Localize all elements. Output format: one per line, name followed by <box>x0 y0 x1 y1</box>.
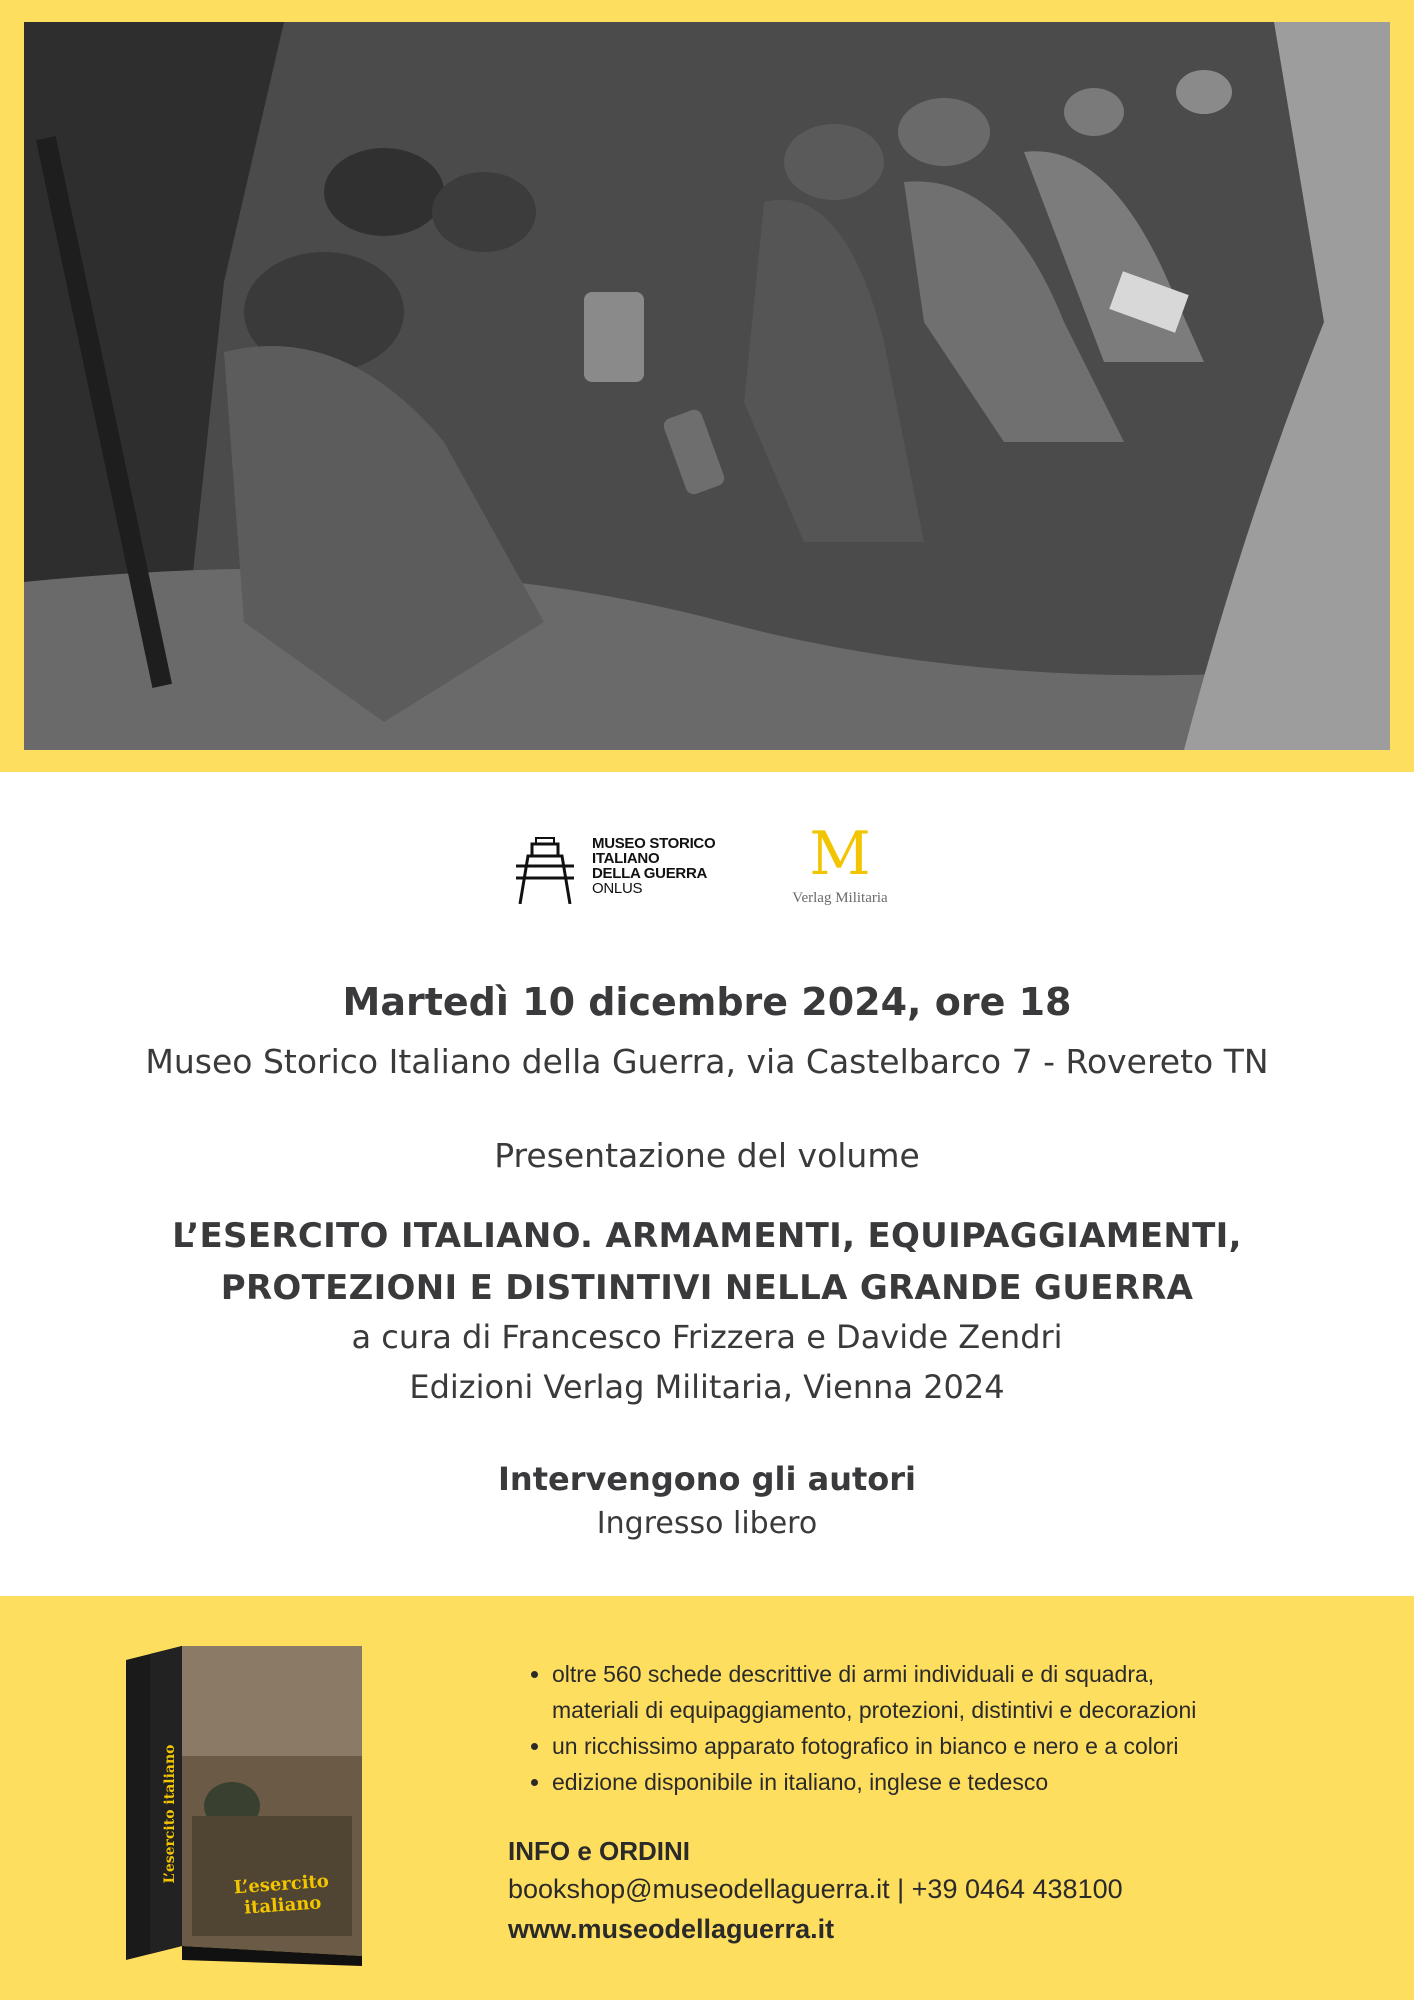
speakers-note: Intervengono gli autori <box>498 1460 916 1498</box>
verlag-name: Verlag Militaria <box>792 890 888 906</box>
feature-item: • un ricchissimo apparato fotografico in bianco e nero e a colori <box>552 1728 1332 1764</box>
museo-logo-line1: MUSEO STORICO <box>592 835 716 852</box>
event-date: Martedì 10 dicembre 2024, ore 18 <box>342 980 1072 1024</box>
book-cover-title: L’esercito italiano <box>233 1870 330 1919</box>
book-title-line1: L’ESERCITO ITALIANO. ARMAMENTI, EQUIPAGGIAMENTI, <box>172 1216 1242 1256</box>
museo-logo-line3: DELLA GUERRA <box>592 865 708 882</box>
photo-illustration <box>24 22 1390 750</box>
trench-soldiers-photo <box>24 22 1390 750</box>
museo-tower-icon <box>510 834 590 904</box>
entry-note: Ingresso libero <box>596 1506 818 1541</box>
top-yellow-band <box>0 0 1414 772</box>
book-title-line2: PROTEZIONI E DISTINTIVI NELLA GRANDE GUERRA <box>220 1268 1194 1308</box>
logos-row <box>0 820 1414 920</box>
book-curators: a cura di Francesco Frizzera e Davide Zendri <box>351 1318 1063 1356</box>
presentation-label: Presentazione del volume <box>494 1136 920 1175</box>
bottom-yellow-band <box>0 1596 1414 2000</box>
book-spine-title: L’esercito italiano <box>162 1744 178 1884</box>
book-title <box>0 1210 1414 1314</box>
feature-item: • edizione disponibile in italiano, inglese e tedesco <box>552 1764 1332 1800</box>
feature-item-line1: oltre 560 schede descrittive di armi individuali e di squadra, <box>552 1661 1155 1687</box>
website-link[interactable]: www.museodellaguerra.it <box>508 1914 835 1944</box>
museo-logo-line2: ITALIANO <box>592 850 660 867</box>
museo-logo <box>510 834 730 904</box>
museo-logo-line4: ONLUS <box>592 880 643 897</box>
feature-list <box>532 1656 1332 1800</box>
feature-item <box>552 1656 1332 1728</box>
info-contact[interactable]: bookshop@museodellaguerra.it | +39 0464 438100 <box>508 1874 1123 1904</box>
verlag-militaria-logo <box>785 819 895 916</box>
book-cover-image <box>122 1646 372 1966</box>
book-publisher: Edizioni Verlag Militaria, Vienna 2024 <box>409 1368 1005 1406</box>
verlag-mark: M <box>809 819 871 889</box>
info-title: INFO e ORDINI <box>508 1836 691 1866</box>
feature-item-line2: materiali di equipaggiamento, protezioni, distintivi e decorazioni <box>552 1697 1197 1723</box>
event-venue: Museo Storico Italiano della Guerra, via Castelbarco 7 - Rovereto TN <box>145 1042 1269 1081</box>
